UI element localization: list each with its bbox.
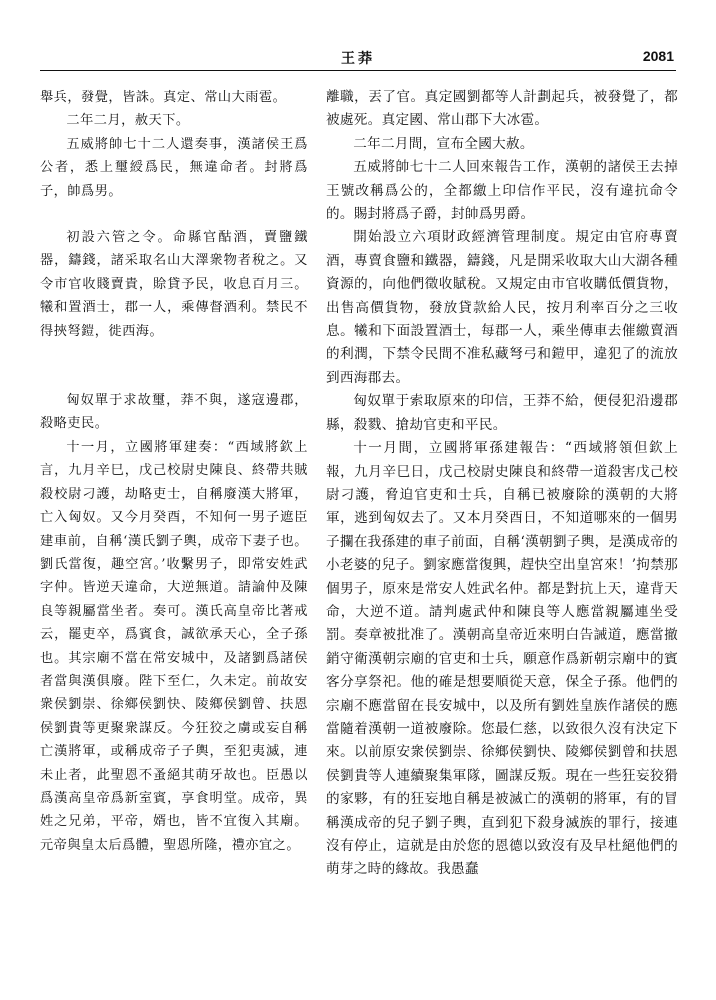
classical-text-column (40, 86, 308, 986)
classical-paragraph: 二年二月，赦天下。 (66, 113, 190, 129)
translation-paragraph: 十一月間，立國將軍孫建報告：“西域將領但欽上報，九月辛巳日，戊己校尉史陳良和終帶一道殺害戊己校尉刁護，脅迫官吏和士兵，自稱已被廢除的漢朝的大將軍，逃到匈奴去了。又本月癸酉日，不知道哪來的一個男子攔在我孫建的車子前面，自稱‘漢朝劉子輿，是漢成帝的小老婆的兒子。劉家應當復興，趕快空出皇宮來！’拘禁那個男子，原來是常安人姓武名仲。都是對抗上天，違背天命，大逆不道。請判處武仲和陳良等人應當親屬連坐受罰。奏章被批准了。漢朝高皇帝近來明白告誡道，應當撤銷守衛漢朝宗廟的官吏和士兵，願意作爲新朝宗廟中的賓客分享祭祀。他的確是想要順從天意，保全子孫。他們的宗廟不應當留在長安城中，以及所有劉姓皇族作諸侯的應當隨着漢朝一道被廢除。您最仁慈，以致很久沒有決定下來。以前原安衆侯劉崇、徐鄉侯劉快、陵鄉侯劉曾和扶恩侯劉貴等人連續聚集軍隊，圖謀反叛。現在一些狂妄狡猾的家夥，有的狂妄地自稱是被滅亡的漢朝的將軍，有的冒稱漢成帝的兒子劉子輿，直到犯下殺身滅族的罪行，接連沒有停止，這就是由於您的恩德以致沒有及早杜絕他們的萌芽之時的緣故。我愚蠢 (326, 440, 678, 878)
translation-column (326, 86, 678, 986)
classical-paragraph: 舉兵，發覺，皆誅。真定、常山大雨雹。 (40, 90, 287, 105)
classical-paragraph: 初設六管之令。命縣官酤酒，賣鹽鐵器，鑄錢，諸采取名山大澤衆物者稅之。又令市官收賤賣貴，賒貸予民，收息百月三。犧和置酒士，郡一人，乘傳督酒利。禁民不得挾弩鎧，徙西海。 (40, 230, 308, 339)
translation-paragraph: 開始設立六項財政經濟管理制度。規定由官府專賣酒，專賣食鹽和鐵器，鑄錢，凡是開采收取大山大湖各種資源的，向他們徵收賦稅。又規定由市官收購低價貨物，出售高價貨物，發放貸款給人民，按月利率百分之三收息。犧和下面設置酒士，每郡一人，乘坐傳車去催繳賣酒的利潤，下禁令民間不准私藏弩弓和鎧甲，違犯了的流放到西海郡去。 (326, 229, 678, 386)
classical-paragraph: 五威將帥七十二人還奏事，漢諸侯王爲公者，悉上璽綬爲民，無違命者。封將爲子，帥爲男。 (40, 136, 308, 199)
translation-paragraph: 二年二月間，宣布全國大赦。 (353, 135, 534, 152)
header-rule (40, 70, 676, 71)
page-number: 2081 (642, 48, 674, 64)
translation-paragraph: 匈奴單于索取原來的印信，王莽不給，便侵犯沿邊郡縣，殺戮、搶劫官吏和平民。 (326, 393, 678, 433)
classical-paragraph: 十一月，立國將軍建奏：“西域將欽上言，九月辛巳，戊己校尉史陳良、終帶共賊殺校尉刁護，劫略吏士，自稱廢漢大將軍，亡入匈奴。又今月癸酉，不知何一男子遮臣建車前，自稱‘漢氏劉子輿，成帝下妻子也。劉氏當復，趣空宮。’收繫男子，即常安姓武字仲。皆逆天違命，大逆無道。請論仲及陳良等親屬當坐者。奏可。漢氏高皇帝比著戒云，罷吏卒，爲賓食，誠欲承天心，全子孫也。其宗廟不當在常安城中，及諸劉爲諸侯者當與漢俱廢。陛下至仁，久未定。前故安衆侯劉崇、徐鄉侯劉快、陵鄉侯劉曾、扶恩侯劉貴等更聚衆謀反。今狂狡之虜或妄自稱亡漢將軍，或稱成帝子子輿，至犯夷滅，連未止者，此聖恩不蚤絕其萌牙故也。臣愚以爲漢高皇帝爲新室賓，享食明堂。成帝，異姓之兄弟，平帝，婿也，皆不宜復入其廟。元帝與皇太后爲體，聖恩所隆，禮亦宜之。 (40, 439, 308, 853)
classical-paragraph: 匈奴單于求故璽，莽不與，遂寇邊郡，殺略吏民。 (40, 393, 308, 432)
translation-paragraph: 離職，丟了官。真定國劉都等人計劃起兵，被發覺了，都被處死。真定國、常山郡下大冰雹。 (326, 89, 678, 129)
running-title: 王莽 (341, 51, 375, 67)
page-header (40, 44, 676, 70)
translation-paragraph: 五威將帥七十二人回來報告工作，漢朝的諸侯王去掉王號改稱爲公的，全都繳上印信作平民，沒有違抗命令的。賜封將爲子爵，封帥爲男爵。 (326, 159, 678, 223)
